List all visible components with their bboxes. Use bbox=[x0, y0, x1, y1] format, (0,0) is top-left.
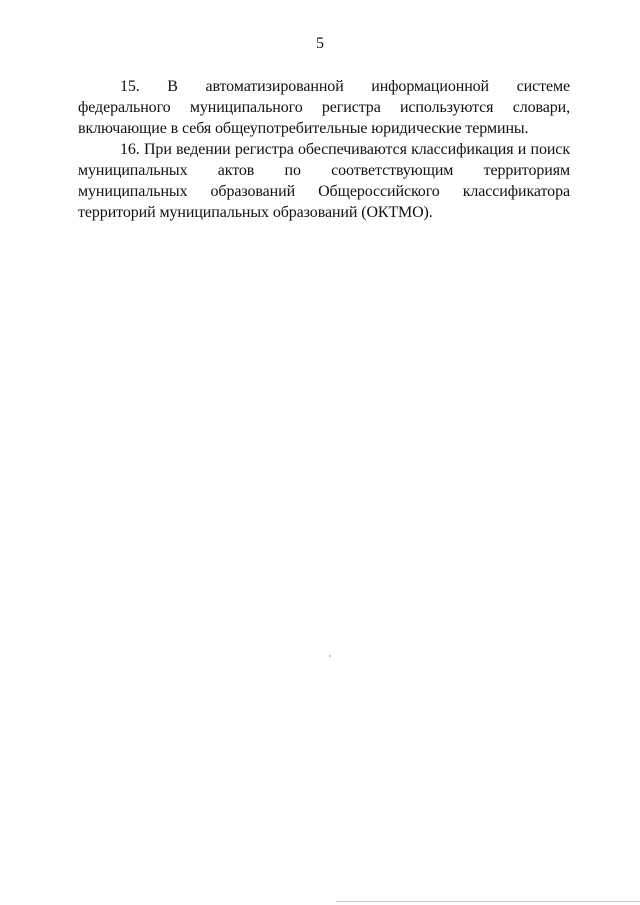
scan-bottom-edge bbox=[336, 901, 640, 902]
scan-speck bbox=[329, 655, 331, 657]
paragraph-15: 15. В автоматизированной информационной системе федерального муниципального регистра используются словари, включающие в себя общеупотребительные юридические термины. bbox=[78, 78, 570, 137]
document-body bbox=[78, 76, 570, 223]
page-number: 5 bbox=[316, 35, 324, 52]
paragraph-16: 16. При ведении регистра обеспечиваются классификация и поиск муниципальных актов по соответствующим территориям муниципальных образований Общероссийского классификатора территорий муниципальных образований (ОКТМО). bbox=[78, 141, 570, 221]
